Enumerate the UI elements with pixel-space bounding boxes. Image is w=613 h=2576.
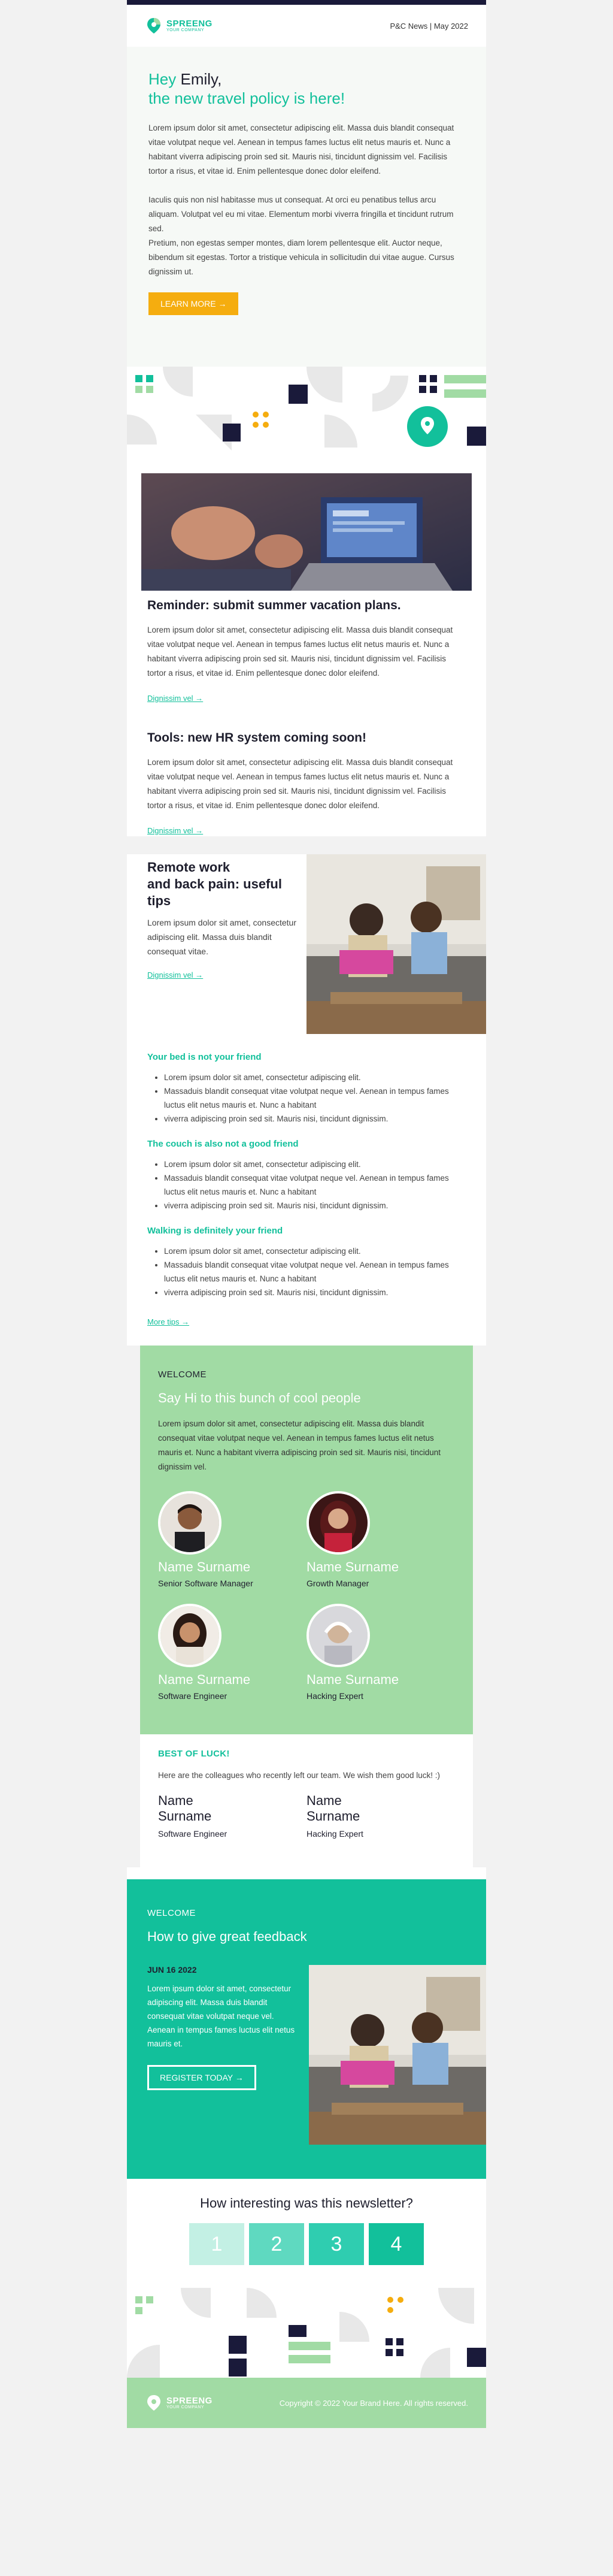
tip-list-bed (164, 1071, 466, 1126)
footer-brand-logo[interactable] (145, 2394, 213, 2412)
rating-button-2[interactable]: 2 (249, 2223, 304, 2265)
rating-button-4[interactable]: 4 (369, 2223, 424, 2265)
list-item: • Lorem ipsum dolor sit amet, consectetur adipiscing elit. (164, 1071, 466, 1084)
list-item: • viverra adipiscing proin sed sit. Mauris nisi, tincidunt dignissim. (164, 1112, 466, 1126)
brand-logo-icon (145, 2394, 163, 2412)
remote-work-section (127, 854, 486, 1034)
avatar (306, 1491, 370, 1555)
avatar (306, 1604, 370, 1667)
team-member-role: Growth Manager (306, 1579, 369, 1588)
list-item: • Massaduis blandit consequat vitae volutpat neque vel. Aenean in tempus fames luctus elit netus mauris et. Nunc a habitant (164, 1258, 466, 1286)
remote-title-line-3: tips (147, 893, 171, 908)
footer-brand-subtitle: YOUR COMPANY (166, 2405, 205, 2409)
pattern-graphic (127, 367, 486, 456)
remote-title-line-1: Remote work (147, 860, 230, 875)
hero-section (127, 47, 486, 367)
list-item: • Lorem ipsum dolor sit amet, consectetur adipiscing elit. (164, 1244, 466, 1258)
tip-list-walking (164, 1244, 466, 1299)
rating-question: How interesting was this newsletter? (200, 2196, 413, 2211)
list-item: • Massaduis blandit consequat vitae volutpat neque vel. Aenean in tempus fames luctus elit netus mauris et. Nunc a habitant (164, 1171, 466, 1199)
team-people-grid (158, 1491, 455, 1716)
list-item: • viverra adipiscing proin sed sit. Mauris nisi, tincidunt dignissim. (164, 1199, 466, 1213)
article-reminder-link[interactable]: Dignissim vel → (147, 694, 204, 703)
tip-heading-walking: Walking is definitely your friend (147, 1226, 283, 1236)
team-member-role: Hacking Expert (306, 1691, 363, 1701)
list-item: • Lorem ipsum dolor sit amet, consectetur adipiscing elit. (164, 1157, 466, 1171)
remote-work-text (127, 854, 306, 1034)
footer (127, 2378, 486, 2428)
feedback-event (147, 1965, 486, 2145)
team-title: Say Hi to this bunch of cool people (158, 1390, 361, 1405)
team-member-name: Name Surname (306, 1672, 399, 1687)
spacer (127, 1867, 486, 1879)
team-section (140, 1346, 473, 1734)
avatar-image (160, 1606, 219, 1665)
hero-name: Emily, (180, 70, 222, 88)
learn-more-button[interactable]: LEARN MORE → (148, 292, 238, 315)
feedback-title: How to give great feedback (147, 1929, 307, 1944)
farewell-section (140, 1734, 473, 1867)
list-item: • Massaduis blandit consequat vitae volutpat neque vel. Aenean in tempus fames luctus elit netus mauris et. Nunc a habitant (164, 1084, 466, 1112)
rating-button-1[interactable]: 1 (189, 2223, 244, 2265)
avatar-image (160, 1493, 219, 1552)
team-member (306, 1491, 455, 1588)
edition-label: P&C News | May 2022 (390, 21, 468, 31)
farewell-body: Here are the colleagues who recently left our team. We wish them good luck! :) (158, 1771, 440, 1780)
hero-paragraph-1: Lorem ipsum dolor sit amet, consectetur adipiscing elit. Massa duis blandit consequat vitae volutpat neque vel. Aenean in tempus fames luctus elit netus mauris et. Nunc a habitant viverra adipiscing proin sed sit. Mauris nisi, tincidunt dignissim vel. Facilisis tortor a risus, et vitae id. Enim pellentesque donec dolor eleifend. (148, 123, 454, 176)
team-member-name: Name Surname (306, 1559, 399, 1574)
team-body: Lorem ipsum dolor sit amet, consectetur adipiscing elit. Massa duis blandit consequat vitae volutpat neque vel. Aenean in tempus fames luctus elit netus mauris et. Nunc a habitant viverra adipiscing proin sed sit. Mauris nisi, tincidunt dignissim vel. (158, 1419, 441, 1471)
tip-heading-couch: The couch is also not a good friend (147, 1139, 299, 1149)
brand-name: SPREENG (166, 19, 213, 29)
team-member-role: Senior Software Manager (158, 1579, 253, 1588)
rating-section (127, 2179, 486, 2288)
rating-button-3[interactable]: 3 (309, 2223, 364, 2265)
avatar (158, 1604, 221, 1667)
hero-greeting: Hey (148, 70, 177, 88)
meeting-photo (141, 473, 472, 591)
article-tools-link[interactable]: Dignissim vel → (147, 826, 204, 835)
feedback-event-date: JUN 16 2022 (147, 1965, 197, 1975)
farewell-heading: BEST OF LUCK! (158, 1749, 230, 1759)
article-reminder-title: Reminder: submit summer vacation plans. (147, 598, 401, 612)
remote-work-link[interactable]: Dignissim vel → (147, 970, 204, 979)
team-member (158, 1491, 306, 1588)
feedback-kicker: WELCOME (147, 1908, 196, 1918)
decorative-pattern-top (127, 367, 486, 456)
farewell-person-name: Name Surname (158, 1793, 212, 1824)
team-member-name: Name Surname (158, 1559, 251, 1574)
more-tips-link[interactable]: More tips → (147, 1317, 190, 1326)
register-button[interactable]: REGISTER TODAY → (147, 2065, 256, 2090)
farewell-person (158, 1793, 306, 1839)
remote-work-title (147, 859, 301, 909)
article-tools-title: Tools: new HR system coming soon! (147, 731, 366, 745)
tip-heading-bed: Your bed is not your friend (147, 1052, 262, 1062)
farewell-people (158, 1793, 455, 1839)
tips-section (127, 1034, 486, 1336)
couch-illustration (306, 854, 486, 1034)
newsletter (127, 0, 486, 2428)
top-bar (127, 0, 486, 5)
feedback-section (127, 1879, 486, 2179)
farewell-person-role: Hacking Expert (306, 1829, 363, 1839)
avatar-image (309, 1493, 368, 1552)
article-reminder-body: Lorem ipsum dolor sit amet, consectetur adipiscing elit. Massa duis blandit consequat vitae volutpat neque vel. Aenean in tempus fames luctus elit netus mauris et. Nunc a habitant viverra adipiscing proin sed sit. Mauris nisi, tincidunt dignissim vel. Facilisis tortor a risus, et vitae id. Enim pellentesque donec dolor eleifend. (147, 625, 453, 678)
feedback-event-body: Lorem ipsum dolor sit amet, consectetur adipiscing elit. Massa duis blandit consequat vitae volutpat neque vel. Aenean in tempus fames luctus elit netus mauris et. (147, 1984, 295, 2048)
feedback-event-text (147, 1965, 309, 2145)
team-member (158, 1604, 306, 1701)
feedback-illustration (309, 1965, 486, 2145)
team-member (306, 1604, 455, 1701)
couch-photo (306, 854, 486, 1034)
brand-logo-icon (145, 17, 163, 35)
farewell-person-name: Name Surname (306, 1793, 360, 1824)
farewell-person-role: Software Engineer (158, 1829, 227, 1839)
spacer (127, 1336, 486, 1346)
meeting-illustration (141, 473, 472, 591)
header (127, 5, 486, 47)
pattern-graphic (127, 2288, 486, 2378)
tip-list-couch (164, 1157, 466, 1213)
list-item: • viverra adipiscing proin sed sit. Mauris nisi, tincidunt dignissim. (164, 1286, 466, 1299)
brand-logo[interactable] (145, 17, 213, 35)
rating-options (127, 2223, 486, 2265)
avatar-image (309, 1606, 368, 1665)
brand-subtitle: YOUR COMPANY (166, 28, 205, 32)
hero-headline: the new travel policy is here! (148, 89, 345, 107)
team-member-role: Software Engineer (158, 1691, 227, 1701)
hero-title (148, 69, 465, 108)
feedback-photo (309, 1965, 486, 2145)
team-member-name: Name Surname (158, 1672, 251, 1687)
decorative-pattern-bottom (127, 2288, 486, 2378)
remote-work-body: Lorem ipsum dolor sit amet, consectetur adipiscing elit. Massa duis blandit consequat vitae. (147, 918, 296, 956)
copyright-text: Copyright © 2022 Your Brand Here. All rights reserved. (279, 2398, 468, 2408)
articles-section (127, 456, 486, 836)
remote-title-line-2: and back pain: useful (147, 876, 282, 891)
footer-brand-name: SPREENG (166, 2396, 213, 2406)
hero-paragraph-2: Iaculis quis non nisl habitasse mus ut consequat. At orci eu penatibus tellus arcu aliquam. Volutpat vel eu mi vitae. Elementum morbi viverra fringilla et tincidunt rutrum sed. (148, 195, 454, 233)
article-tools-body: Lorem ipsum dolor sit amet, consectetur adipiscing elit. Massa duis blandit consequat vitae volutpat neque vel. Aenean in tempus fames luctus elit netus mauris et. Nunc a habitant viverra adipiscing proin sed sit. Mauris nisi, tincidunt dignissim vel. Facilisis tortor a risus, et vitae id. Enim pellentesque donec dolor eleifend. (147, 758, 453, 810)
hero-paragraph-3: Pretium, non egestas semper montes, diam lorem pellentesque elit. Auctor neque, bibendum sit egestas. Tortor a tristique vehicula in sollicitudin dui vitae augue. Cursus dignissim ut. (148, 238, 454, 276)
avatar (158, 1491, 221, 1555)
farewell-person (306, 1793, 455, 1839)
team-kicker: WELCOME (158, 1369, 207, 1380)
